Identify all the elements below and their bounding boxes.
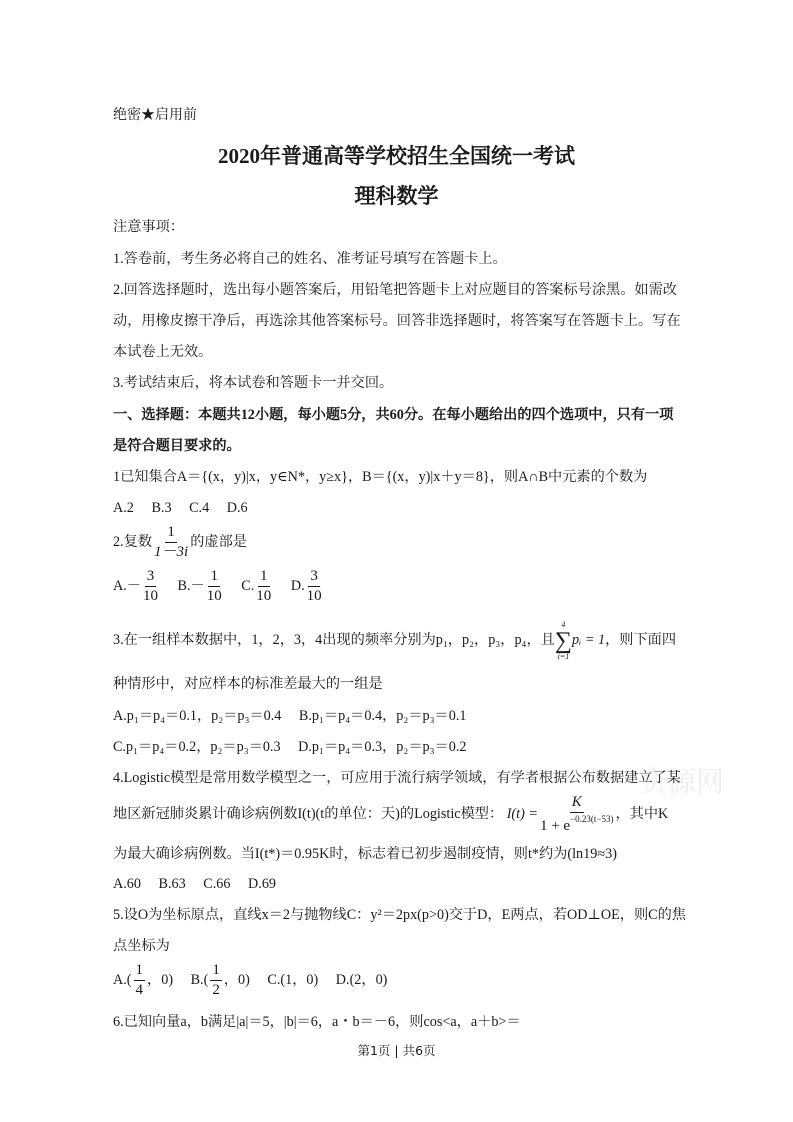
q5-option-a-label: A.( (113, 972, 132, 988)
notice-item-2: 2.回答选择题时，选出每小题答案后，用铅笔把答题卡上对应题目的答案标号涂黑。如需改 (113, 282, 677, 298)
logistic-formula-den-base: 1 + e (539, 818, 571, 835)
q3-option-b: B.p₁＝p₄＝0.4，p₂＝p₃＝0.1 (298, 708, 467, 724)
question-6-text: 6.已知向量a，b满足|a|＝5，|b|＝6，a・b＝－6，则cos<a，a＋b>＝ (113, 1014, 521, 1030)
q4-option-a: A.60 (113, 876, 141, 892)
question-1-text: 1已知集合A＝{(x，y)|x，y∈N*，y≥x}，B＝{(x，y)|x＋y＝8}，则A∩B中元素的个数为 (113, 469, 648, 485)
watermark: 资源网 (640, 767, 725, 798)
question-1-options (113, 498, 262, 518)
exam-title: 2020年普通高等学校招生全国统一考试 (218, 144, 575, 168)
q1-option-a: A.2 (113, 500, 134, 516)
notice-item-2-cont: 动，用橡皮擦干净后，再选涂其他答案标号。回答非选择题时，将答案写在答题卡上。写在 (113, 313, 681, 329)
q5-option-a-den: 4 (135, 982, 144, 999)
confidential-label: 绝密★启用前 (113, 108, 197, 123)
question-4-options (113, 874, 290, 894)
q2-option-b (177, 568, 224, 605)
q2-suffix: 的虚部是 (190, 534, 247, 550)
q5-option-a-num: 1 (134, 963, 146, 981)
q5-option-b (190, 962, 250, 999)
question-4-text-cont (113, 794, 668, 834)
q2-frac-den: 1－3i (154, 544, 189, 561)
q5-option-c: C.(1，0) (267, 972, 319, 988)
question-5-options (113, 960, 401, 1000)
q2-frac-num: 1 (165, 525, 177, 543)
question-3-text-cont: 种情形中，对应样本的标准差最大的一组是 (113, 676, 383, 692)
q4-option-d: D.69 (248, 876, 277, 892)
q5-option-a-tail: ，0) (147, 972, 174, 988)
q3-option-c: C.p₁＝p₄＝0.2，p₂＝p₃＝0.3 (113, 739, 281, 755)
exam-subtitle: 理科数学 (354, 184, 439, 208)
q3-sum-body: pᵢ = 1 (571, 632, 606, 648)
q2-option-b-den: 10 (206, 588, 222, 605)
page-number: 第1页 | 共6页 (357, 1043, 436, 1058)
q2-option-b-label: B.－ (177, 578, 205, 594)
q1-option-b: B.3 (151, 500, 172, 516)
sigma-symbol: ∑ (554, 627, 572, 654)
question-5-text: 5.设O为坐标原点，直线x＝2与抛物线C：y²＝2px(p>0)交于D，E两点，若OD⊥OE，则C的焦 (113, 907, 686, 923)
question-2-text (113, 524, 247, 560)
q2-option-b-num: 1 (208, 569, 220, 587)
section-heading: 一、选择题：本题共12小题，每小题5分，共60分。在每小题给出的四个选项中，只有一项 (113, 407, 674, 423)
q5-option-a (113, 962, 174, 999)
q3-option-a: A.p₁＝p₄＝0.1，p₂＝p₃＝0.4 (113, 708, 282, 724)
q2-option-a-num: 3 (145, 569, 157, 587)
q2-option-c (241, 568, 273, 605)
q2-option-d (290, 568, 324, 605)
q3-text-b: ，则下面四 (605, 632, 677, 648)
q3-text-a: 3.在一组样本数据中，1，2，3，4出现的频率分别为p₁，p₂，p₃，p₄，且 (113, 632, 555, 648)
logistic-formula-num: K (570, 795, 584, 813)
logistic-formula-exponent: −0.23(t−53) (570, 814, 614, 825)
question-5-text-cont: 点坐标为 (113, 938, 170, 954)
logistic-formula-lhs: I(t) = (506, 806, 538, 822)
q5-option-b-den: 2 (212, 982, 220, 999)
q2-option-d-num: 3 (308, 569, 320, 587)
q4-text-a: 地区新冠肺炎累计确诊病例数I(t)(t的单位：天)的Logistic模型： (113, 806, 504, 822)
q2-option-a-label: A.－ (113, 578, 141, 594)
question-3-text (113, 618, 676, 662)
q1-option-c: C.4 (189, 500, 210, 516)
q2-option-a (113, 568, 160, 605)
q5-option-b-num: 1 (210, 963, 222, 981)
q4-option-b: B.63 (158, 876, 186, 892)
q2-option-d-label: D. (290, 578, 305, 594)
q5-option-b-tail: ，0) (223, 972, 250, 988)
section-heading-cont: 是符合题目要求的。 (113, 438, 241, 454)
q1-option-d: D.6 (226, 500, 248, 516)
question-4-text-end: 为最大确诊病例数。当I(t*)＝0.95K时，标志着已初步遏制疫情，则t*约为(ln19≈3) (113, 846, 617, 862)
q2-fraction (154, 525, 188, 560)
q2-option-c-den: 10 (256, 588, 272, 605)
q2-prefix: 2.复数 (113, 534, 153, 550)
q3-option-d: D.p₁＝p₄＝0.3，p₂＝p₃＝0.2 (298, 739, 467, 755)
q2-option-c-num: 1 (258, 569, 270, 587)
question-3-options-cd (113, 737, 480, 757)
question-2-options (113, 566, 338, 606)
q5-option-b-label: B.( (190, 972, 209, 988)
sum-upper-limit: 4 (561, 619, 566, 629)
notice-item-2-end: 本试卷上无效。 (113, 344, 213, 360)
q2-option-d-den: 10 (306, 588, 322, 605)
question-3-options-ab (113, 706, 480, 726)
q4-text-b: ，其中K (615, 806, 669, 822)
q3-summation (555, 621, 572, 661)
notice-item-3: 3.考试结束后，将本试卷和答题卡一并交回。 (113, 375, 394, 391)
q2-option-a-den: 10 (142, 588, 158, 605)
logistic-formula-fraction (540, 795, 614, 834)
notice-heading: 注意事项： (113, 219, 184, 235)
q5-option-d: D.(2，0) (335, 972, 388, 988)
sum-lower-limit: i=1 (557, 651, 570, 661)
q2-option-c-label: C. (241, 578, 255, 594)
q4-option-c: C.66 (203, 876, 231, 892)
question-4-text: 4.Logistic模型是常用数学模型之一，可应用于流行病学领域，有学者根据公布数据建立了某 (113, 770, 681, 786)
notice-item-1: 1.答卷前，考生务必将自己的姓名、准考证号填写在答题卡上。 (113, 251, 507, 267)
